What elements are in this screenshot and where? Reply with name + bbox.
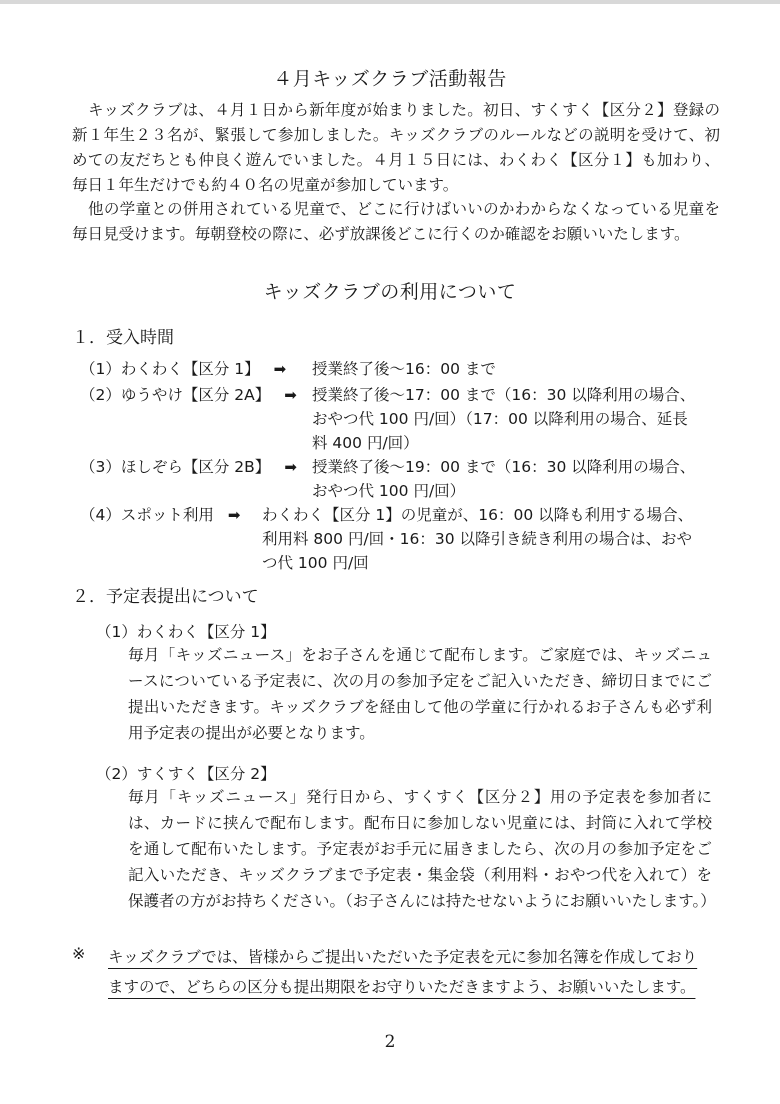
item-name: わくわく【区分 1】: [120, 360, 260, 378]
acceptance-item-4: [80, 503, 254, 527]
acceptance-item-2-detail: [312, 383, 695, 455]
acceptance-item-3-detail: [312, 455, 695, 503]
schedule-sub-2-text: 毎月「キッズニュース」発行日から、すくすく【区分２】用の予定表を参加者には、カードに挟んで配布します。配布日に参加しない児童には、封筒に入れて学校を通して配布いたします。予定表がお手元に届きましたら、次の月の参加予定をご記入いただき、キッズクラブまで予定表・集金袋（利用料・おやつ代を入れて）を保護者の方がお持ちください。（お子さんには持たせないようにお願いいたします。）: [128, 788, 716, 910]
item-line: おやつ代 100 円/回）（17：00 以降利用の場合、延長: [312, 410, 688, 428]
acceptance-item-3: [80, 455, 311, 479]
item-line: わくわく【区分 1】の児童が、16：00 以降も利用する場合、: [262, 506, 694, 524]
report-title: ４月キッズクラブ活動報告: [273, 68, 507, 90]
arrow-right-icon: ➡: [227, 506, 241, 524]
item-number: （4）: [80, 506, 121, 524]
item-line: 料 400 円/回）: [312, 434, 419, 452]
item-number: （1）: [80, 360, 121, 378]
item-number: （2）: [80, 386, 121, 404]
item-name: スポット利用: [120, 506, 214, 524]
section-2-heading: ２．予定表提出について: [72, 587, 259, 607]
note-underlined-text: キッズクラブでは、皆様からご提出いただいた予定表を元に参加名簿を作成しておりますので、どちらの区分も提出期限をお守りいただきますよう、お願いいたします。: [108, 948, 698, 996]
item-name: ほしぞら【区分 2B】: [120, 458, 271, 476]
arrow-right-icon: ➡: [273, 360, 287, 378]
usage-title: キッズクラブの利用について: [263, 281, 517, 303]
item-name: ゆうやけ【区分 2A】: [120, 386, 271, 404]
schedule-sub-1-label: （1）わくわく【区分 1】: [96, 623, 276, 641]
arrow-right-icon: ➡: [284, 386, 297, 404]
acceptance-item-1: [80, 357, 300, 381]
item-line: 利用料 800 円/回・16：30 以降引き続き利用の場合は、おや: [262, 530, 693, 548]
intro-paragraph-2: 他の学童との併用されている児童で、どこに行けばいいのかわからなくなっている児童を毎日見受けます。毎朝登校の際に、必ず放課後どこに行くのか確認をお願いいたします。: [72, 200, 720, 243]
acceptance-item-1-detail: [312, 357, 496, 381]
item-line: 授業終了後～16：00 まで: [312, 360, 496, 378]
page-number: 2: [384, 1032, 396, 1052]
section-1-heading: １．受入時間: [72, 328, 174, 348]
intro-paragraph-1: キッズクラブは、４月１日から新年度が始まりました。初日、すくすく【区分２】登録の新１年生２３名が、緊張して参加しました。キッズクラブのルールなどの説明を受けて、初めての友だちとも仲良く遊んでいました。４月１５日には、わくわく【区分１】も加わり、毎日１年生だけでも約４０名の児童が参加しています。: [72, 101, 720, 194]
note-text: [108, 942, 712, 1002]
scan-edge: [0, 0, 780, 4]
item-line: つ代 100 円/回: [262, 554, 369, 572]
item-line: 授業終了後～19：00 まで（16：30 以降利用の場合、: [312, 458, 696, 476]
acceptance-item-4-detail: [262, 503, 693, 575]
schedule-sub-1-text: 毎月「キッズニュース」をお子さんを通じて配布します。ご家庭では、キッズニュースについている予定表に、次の月の参加予定をご記入いただき、締切日までにご提出いただきます。キッズクラブを経由して他の学童に行かれるお子さんも必ず利用予定表の提出が必要となります。: [128, 646, 712, 742]
note-mark: ※: [72, 944, 86, 963]
schedule-sub-2-label: （2）すくすく【区分 2】: [96, 765, 276, 783]
acceptance-item-2: [80, 383, 311, 407]
arrow-right-icon: ➡: [284, 458, 297, 476]
item-line: おやつ代 100 円/回）: [312, 482, 466, 500]
item-line: 授業終了後～17：00 まで（16：30 以降利用の場合、: [312, 386, 696, 404]
item-number: （3）: [80, 458, 121, 476]
